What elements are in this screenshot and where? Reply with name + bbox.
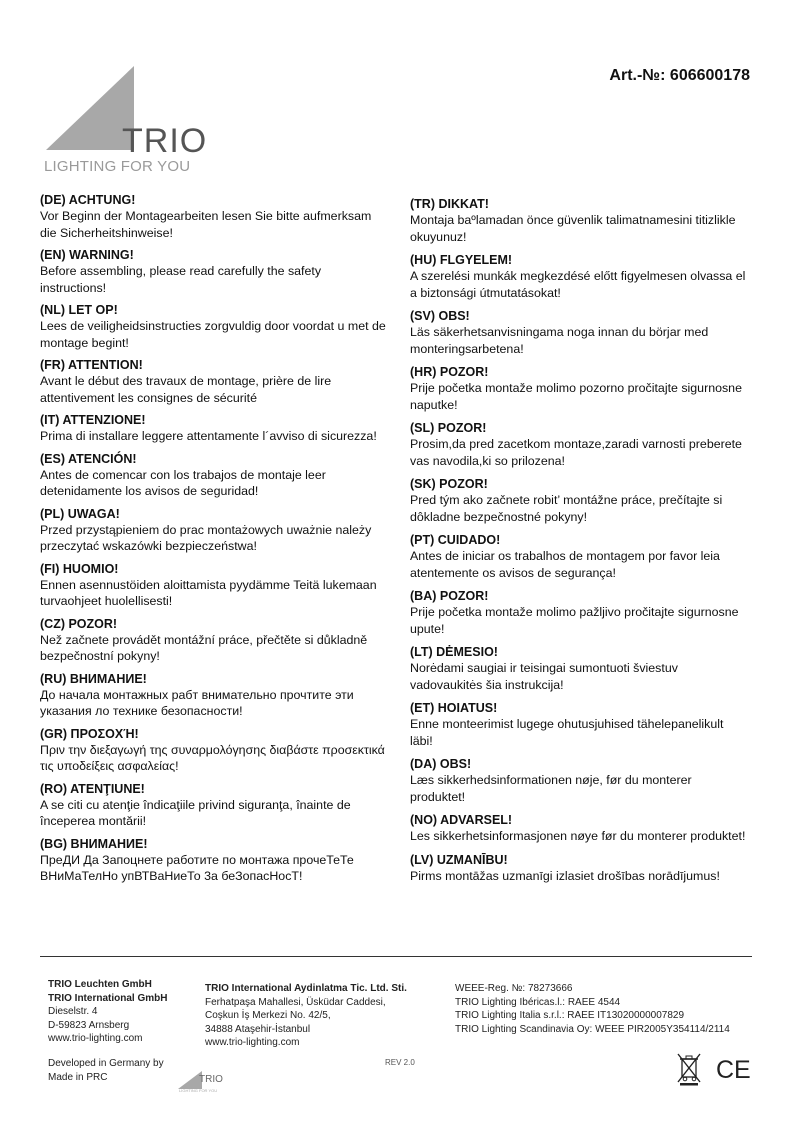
warning-text: Przed przystąpieniem do prac montażowych uważnie należy przeczytać wskazówki bezpieczeństwa! [40,522,372,553]
weee-line: TRIO Lighting Scandinavia Oy: WEEE PIR2005Y354114/2114 [455,1023,730,1035]
logo-tagline: LIGHTING FOR YOU [44,158,191,175]
made-in: Made in PRC [48,1071,108,1083]
weee-line: TRIO Lighting Ibéricas.l.: RAEE 4544 [455,996,621,1008]
footer-origin [48,1057,164,1084]
warning-title: (PL) UWAGA! [40,506,120,521]
warning-section [40,412,390,445]
company-tr-web: www.trio-lighting.com [205,1037,300,1048]
weee-line: TRIO Lighting Italia s.r.l.: RAEE IT13020000007829 [455,1010,685,1021]
warning-section [40,836,390,885]
left-warning-column [40,192,390,891]
warning-section [40,561,390,610]
warning-section [410,532,748,581]
warning-title: (SL) POZOR! [410,421,487,435]
warning-text: A se citi cu atenţie îndicaţiile privind siguranţa, înainte de începerea montării! [40,797,351,828]
warning-section [410,852,748,885]
warning-title: (TR) DIKKAT! [410,197,489,211]
warning-text: ПреДИ Да Запоцнете работите по монтажа прочеТеТе ВНиМаТелНо упВТВаНиеТо 3а беЗопасНосТ! [40,852,354,883]
company-street: Dieselstr. 4 [48,1006,98,1017]
warning-text: Πριν την διεξαγωγή της συναρμολόγησης διαβάστε προσεκτικά τις υποδείξεις ασφαλείας! [40,742,385,773]
warning-text: Prije početka montaže molimo pozorno pročitajte sigurnosne naputke! [410,381,742,412]
warning-title: (FR) ATTENTION! [40,358,143,372]
warning-title: (EN) WARNING! [40,248,134,262]
company-name-1: TRIO Leuchten GmbH [48,979,152,990]
warning-text: Pirms montāžas uzmanīgi izlasiet drošības norādījumus! [410,868,720,883]
warning-section [40,506,390,555]
warning-title: (GR) ΠΡΟΣΟΧΉ! [40,726,139,741]
warning-section [40,616,390,665]
warning-title: (BA) POZOR! [410,589,489,603]
footer-weee-registrations [455,982,753,1036]
warning-section [40,671,390,720]
warning-section [410,756,748,805]
company-tr-name: TRIO International Aydinlatma Tic. Ltd. Sti. [205,983,407,994]
warning-text: Prima di installare leggere attentamente l´avviso di sicurezza! [40,429,377,443]
warning-text: Prije početka montaže molimo pažljivo pročitajte sigurnosne upute! [410,605,739,636]
warning-title: (ET) HOIATUS! [410,701,498,715]
ce-mark-text: CE [716,1056,751,1082]
warning-section [410,644,748,693]
right-warning-column [410,196,748,891]
warning-text: До начала монтажных рабт внимательно прочтите эти указания ло технике безопасности! [40,687,354,718]
warning-text: Prosim,da pred zacetkom montaze,zaradi varnosti preberete vas navodila,ki so prilozena! [410,437,742,468]
warning-text: Läs säkerhetsanvisningama noga innan du börjar med monteringsarbetena! [410,325,709,356]
mini-logo-tagline: LIGHTING FOR YOU [179,1088,218,1093]
warning-section [410,196,748,245]
warning-title: (LV) UZMANĪBU! [410,852,508,867]
developed-in: Developed in Germany by [48,1058,164,1069]
warning-title: (RO) ATENŢIUNE! [40,781,145,796]
warning-section [410,588,748,637]
weee-line: WEEE-Reg. №: 78273666 [455,983,573,994]
warning-text: Les sikkerhetsinformasjonen nøye før du monterer produktet! [410,829,746,843]
warning-text: Læs sikkerhedsinformationen nøje, før du monterer produktet! [410,773,692,804]
company-city: D-59823 Arnsberg [48,1019,130,1031]
warning-section [410,812,748,845]
warning-title: (HU) FLGYELEM! [410,253,513,267]
warning-text: Lees de veiligheidsinstructies zorgvuldig door voordat u met de montage begint! [40,319,386,350]
warning-text: Avant le début des travaux de montage, prière de lire attentivement les consignes de sécurité [40,374,332,405]
warning-title: (NL) LET OP! [40,303,118,317]
warning-text: Montaja baºlamadan önce güvenlik talimatnamesini titizlikle okuyunuz! [410,213,736,244]
warning-section [40,726,390,775]
warning-section [40,302,390,351]
warning-title: (FI) HUOMIO! [40,561,119,576]
footer-mini-logo [177,1070,227,1096]
company-tr-building: Coşkun İş Merkezi No. 42/5, [205,1010,331,1021]
footer-company-germany [48,978,167,1046]
warning-text: Pred tým ako začnete robit’ montážne práce, prečítajte si dôkladne bezpečnostné pokyny! [410,493,723,524]
footer-divider [40,956,752,957]
warning-section [40,357,390,406]
warning-title: (ES) ATENCIÓN! [40,451,137,466]
warning-title: (RU) ВНИМАНИЕ! [40,671,147,686]
warning-title: (SK) POZOR! [410,477,488,491]
trio-logo [44,64,208,184]
footer-company-turkey [205,982,407,1050]
ce-mark-icon [716,1056,752,1082]
warning-text: Enne monteerimist lugege ohutusjuhised tähelepanelikult läbi! [410,717,724,748]
warning-text: Before assembling, please read carefully the safety instructions! [40,264,322,295]
warning-section [40,451,390,500]
warning-section [40,192,390,241]
company-name-2: TRIO International GmbH [48,992,168,1004]
warning-text: A szerelési munkák megkezdésé előtt figyelmesen olvassa el a biztonsági útmutatásokat! [410,269,746,300]
warning-title: (BG) ВНИМАНИЕ! [40,836,148,851]
warning-title: (SV) OBS! [410,309,470,323]
warning-text: Antes de iniciar os trabalhos de montagem por favor leia atentemente os avisos de segurança! [410,549,720,580]
company-tr-city: 34888 Ataşehir-İstanbul [205,1023,311,1035]
warning-title: (HR) POZOR! [410,365,489,379]
warning-section [410,476,748,525]
warning-section [410,252,748,301]
warning-title: (IT) ATTENZIONE! [40,413,146,427]
crossed-out-bin-icon [676,1052,702,1086]
logo-word: TRIO [122,122,208,160]
warning-title: (NO) ADVARSEL! [410,813,513,827]
warning-text: Vor Beginn der Montagearbeiten lesen Sie bitte aufmerksam die Sicherheitshinweise! [40,209,372,240]
warning-title: (PT) CUIDADO! [410,533,501,547]
warning-text: Ennen asennustöiden aloittamista pyydämme Teitä lukemaan turvaohjeet huolellisesti! [40,577,377,608]
warning-section [410,364,748,413]
warning-title: (DE) ACHTUNG! [40,193,136,207]
warning-section [410,308,748,357]
article-number: Art.-№: 606600178 [609,67,750,84]
warning-title: (CZ) POZOR! [40,616,118,631]
warning-section [410,420,748,469]
warning-title: (DA) OBS! [410,757,472,771]
company-tr-street: Ferhatpaşa Mahallesi, Üsküdar Caddesi, [205,996,386,1008]
warning-text: Antes de comencar con los trabajos de montaje leer detenidamente los avisos de seguridad! [40,467,326,498]
warning-section [40,781,390,830]
warning-text: Než začnete provádět montážní práce, přečtěte si důkladně bezpečnostní pokyny! [40,632,368,663]
company-web: www.trio-lighting.com [48,1033,143,1044]
warning-text: Norėdami saugiai ir teisingai sumontuoti šviestuv vadovaukitės šia instrukcija! [410,661,678,692]
revision-label: REV 2.0 [385,1058,415,1067]
warning-section [40,247,390,296]
mini-logo-word: TRIO [199,1074,223,1085]
warning-section [410,700,748,749]
warning-title: (LT) DĖMESIO! [410,645,498,659]
